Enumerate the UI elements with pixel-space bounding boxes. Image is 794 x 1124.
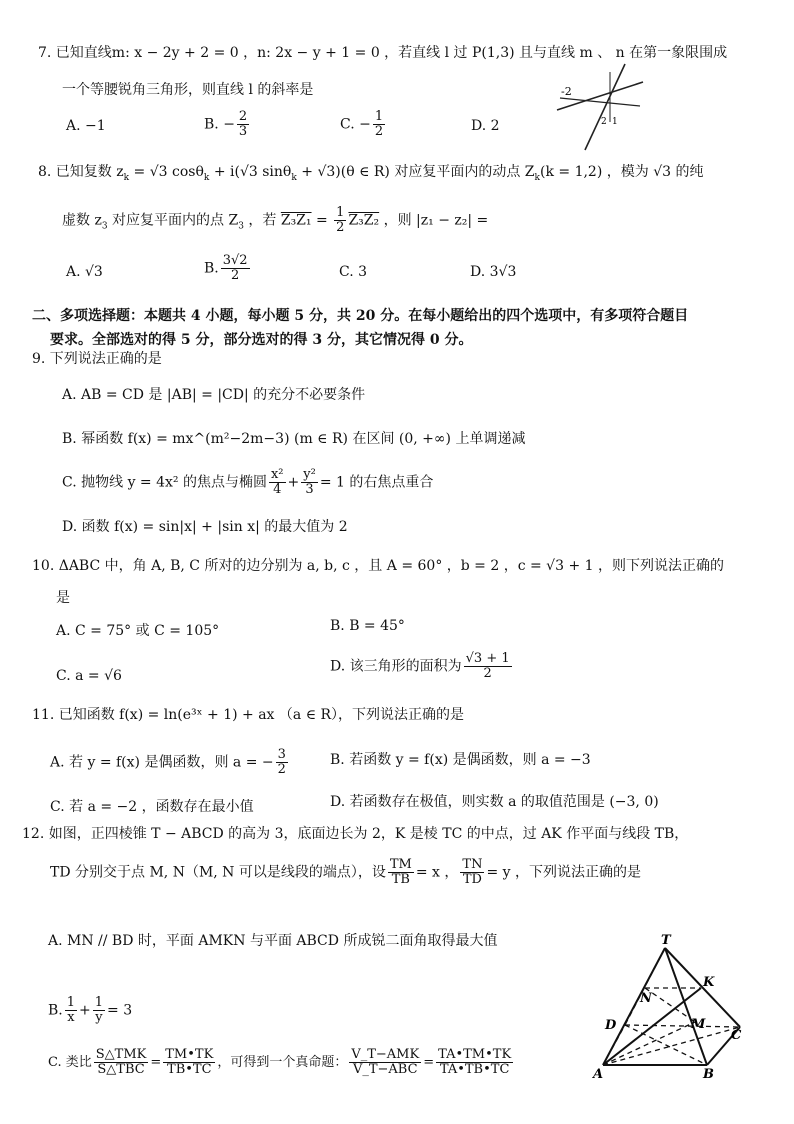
q7-option-d: D. 2 (471, 118, 500, 134)
q12-option-b: B. $\frac{1}{x}$ + $\frac{1}{y}$ = 3 (48, 995, 133, 1025)
q11-stem: 11. 已知函数 f(x) = ln(e³ˣ + 1) + ax （a ∈ R），下列说法正确的是 (32, 707, 465, 723)
q8-option-a: A. √3 (66, 264, 103, 280)
q10-option-c: C. a = √6 (56, 668, 122, 684)
sketch-label-neg2: -2 (561, 85, 572, 98)
sketch-label-2: 2 (601, 117, 607, 127)
q7-stem-line2: 一个等腰锐角三角形，则直线 l 的斜率是 (62, 82, 314, 98)
section2-heading-line1: 二、多项选择题：本题共 4 小题，每小题 5 分，共 20 分。在每小题给出的四个选项中，有多项符合题目 (32, 308, 689, 324)
q7-option-c: C. − $\frac{1}{2}$ (340, 109, 384, 139)
q11-option-d: D. 若函数存在极值，则实数 a 的取值范围是 (−3, 0) (330, 794, 659, 810)
q7-option-b: B. − $\frac{2}{3}$ (204, 109, 248, 139)
fig-label-C: C (731, 1028, 742, 1043)
q9-stem: 9. 下列说法正确的是 (32, 351, 162, 367)
q9-option-d: D. 函数 f(x) = sin|x| + |sin x| 的最大值为 2 (62, 519, 348, 535)
q12-option-c: C. 类比 $\frac{\text{S△TMK}}{\text{S△TBC}}$ = $\frac{TM•TK}{TB•TC}$ ，可得到一个真命题： $\frac{\text{V\_T−AMK}}{\text{V\_T−ABC}}$ = $\frac{TA•TM•TK}{TA•TB•TC}$ (48, 1047, 512, 1077)
fig-label-M: M (691, 1017, 706, 1032)
q9-option-c: C. 抛物线 y = 4x² 的焦点与椭圆 $\frac{\text{x²}}{4}$ + $\frac{\text{y²}}{3}$ = 1 的右焦点重合 (62, 467, 434, 497)
q8-option-b: B. $\frac{3√2}{2}$ (204, 253, 248, 283)
q12-stem-line2: TD 分别交于点 M, N（M, N 可以是线段的端点），设 $\frac{TM}{TB}$ = x ， $\frac{TN}{TD}$ = y ，下列说法正确的是 (50, 857, 641, 887)
q7-sketch-figure (555, 62, 645, 152)
section2-heading-line2: 要求。全部选对的得 5 分，部分选对的得 3 分，其它情况得 0 分。 (50, 332, 473, 348)
q11-option-b: B. 若函数 y = f(x) 是偶函数，则 a = −3 (330, 752, 591, 768)
fig-label-K: K (703, 975, 715, 990)
fig-label-D: D (605, 1018, 617, 1033)
q11-option-a: A. 若 y = f(x) 是偶函数，则 a = − $\frac{3}{2}$ (50, 747, 286, 777)
q10-option-d: D. 该三角形的面积为 $\frac{√3 + 1}{2}$ (330, 651, 510, 681)
q8-option-d: D. 3√3 (470, 264, 517, 280)
q10-stem-line2: 是 (56, 590, 70, 606)
fig-label-B: B (703, 1067, 714, 1080)
q8-stem-line2: 虚数 $z_3$ 对应复平面内的点 $Z_3$ ，若 Z₃Z₁ = $\frac{1}{2}$ Z₃Z₂ ，则 |z₁ − z₂| = (62, 205, 489, 235)
fig-label-N: N (640, 991, 652, 1006)
q7-option-a: A. −1 (66, 118, 106, 134)
q12-stem-line1: 12. 如图，正四棱锥 T − ABCD 的高为 3，底面边长为 2，K 是棱 TC 的中点，过 AK 作平面与线段 TB， (22, 826, 689, 842)
q11-option-c: C. 若 a = −2 ，函数存在最小值 (50, 799, 254, 815)
q10-option-b: B. B = 45° (330, 618, 405, 634)
q10-stem-line1: 10. ΔABC 中，角 A, B, C 所对的边分别为 a, b, c ，且 A = 60° ，b = 2 ，c = √3 + 1 ，则下列说法正确的 (32, 558, 725, 574)
fig-label-T: T (661, 933, 671, 948)
sketch-label-1: 1 (612, 117, 618, 127)
q8-option-c: C. 3 (339, 264, 368, 280)
pyramid-figure (585, 930, 755, 1080)
q9-option-b: B. 幂函数 f(x) = mx^(m²−2m−3) (m ∈ R) 在区间 (0, +∞) 上单调递减 (62, 431, 526, 447)
q12-option-a: A. MN // BD 时，平面 AMKN 与平面 ABCD 所成锐二面角取得最大值 (48, 933, 498, 949)
q9-option-a: A. AB = CD 是 |AB| = |CD| 的充分不必要条件 (62, 387, 366, 403)
q7-stem-line1: 7. 已知直线m: x − 2y + 2 = 0 ，n: 2x − y + 1 = 0 ，若直线 l 过 P(1,3) 且与直线 m 、 n 在第一象限围成 (38, 45, 728, 61)
q10-option-a: A. C = 75° 或 C = 105° (56, 623, 220, 639)
q8-stem-line1: 8. 已知复数 $z_k = √3$ cosθ$_k$ + i(√3 sinθ$_k$ + √3)(θ ∈ R) 对应复平面内的动点 $Z_k(k = 1,2)$ ，模为 √3 的纯 (38, 164, 704, 183)
fig-label-A: A (593, 1067, 604, 1080)
